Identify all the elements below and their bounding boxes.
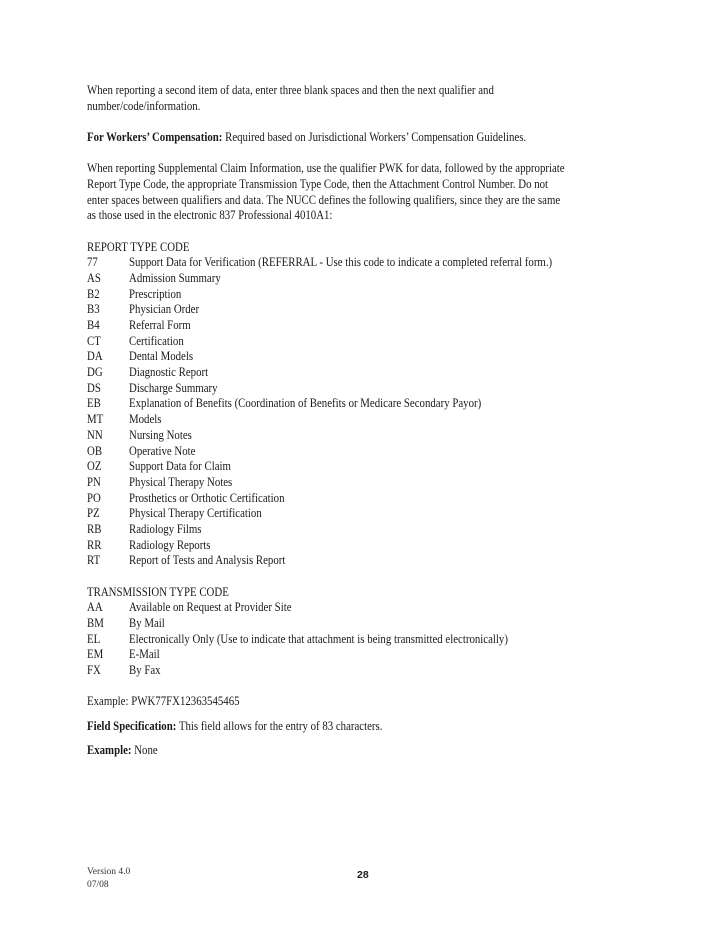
intro-line-1: When reporting a second item of data, enter three blank spaces and then the next qualifier and bbox=[87, 83, 494, 97]
report-type-row bbox=[87, 271, 657, 287]
field-spec-paragraph bbox=[87, 719, 657, 735]
footer-version-block bbox=[87, 866, 130, 892]
report-type-row bbox=[87, 538, 657, 554]
field-spec-label: Field Specification: bbox=[87, 718, 177, 733]
transmission-type-row bbox=[87, 616, 657, 632]
report-type-description: Support Data for Claim bbox=[129, 459, 231, 474]
report-type-heading: REPORT TYPE CODE bbox=[87, 239, 190, 254]
transmission-type-row bbox=[87, 600, 657, 616]
example-none-paragraph bbox=[87, 743, 657, 759]
supplemental-line-3: enter spaces between qualifiers and data. The NUCC defines the following qualifiers, since they are the same bbox=[87, 192, 561, 207]
report-type-code: OB bbox=[87, 443, 103, 458]
footer-version: Version 4.0 bbox=[87, 867, 131, 877]
report-type-description: Operative Note bbox=[129, 443, 196, 458]
report-type-row bbox=[87, 365, 657, 381]
report-type-row bbox=[87, 522, 657, 538]
report-type-code: DG bbox=[87, 365, 103, 380]
transmission-type-code: EM bbox=[87, 647, 104, 662]
workers-comp-text: Required based on Jurisdictional Workers’ Compensation Guidelines. bbox=[222, 129, 527, 144]
transmission-type-description: Available on Request at Provider Site bbox=[129, 600, 292, 615]
report-type-row bbox=[87, 444, 657, 460]
report-type-description: Models bbox=[129, 412, 162, 427]
transmission-type-code: AA bbox=[87, 600, 103, 615]
report-type-description: Dental Models bbox=[129, 349, 194, 364]
supplemental-line-4: as those used in the electronic 837 Professional 4010A1: bbox=[87, 208, 333, 223]
transmission-type-code: EL bbox=[87, 631, 101, 646]
report-type-code: CT bbox=[87, 333, 101, 348]
report-type-description: Nursing Notes bbox=[129, 427, 192, 442]
footer-page-number: 28 bbox=[357, 869, 369, 881]
report-type-description: Support Data for Verification (REFERRAL - Use this code to indicate a completed referral form.) bbox=[129, 255, 553, 270]
report-type-description: Radiology Films bbox=[129, 521, 202, 536]
report-type-description: Explanation of Benefits (Coordination of Benefits or Medicare Secondary Payor) bbox=[129, 396, 482, 411]
transmission-type-description: Electronically Only (Use to indicate that attachment is being transmitted electronically) bbox=[129, 631, 508, 646]
report-type-row bbox=[87, 553, 657, 569]
report-type-code: PZ bbox=[87, 506, 100, 521]
report-type-code: 77 bbox=[87, 255, 98, 270]
example-pwk-paragraph bbox=[87, 694, 657, 710]
document-body bbox=[87, 83, 657, 774]
report-type-code: OZ bbox=[87, 459, 102, 474]
report-type-row bbox=[87, 287, 657, 303]
footer-date: 07/08 bbox=[87, 880, 109, 890]
report-type-code: B2 bbox=[87, 286, 100, 301]
report-type-code: PN bbox=[87, 474, 101, 489]
report-type-code: NN bbox=[87, 427, 103, 442]
report-type-code: RB bbox=[87, 521, 102, 536]
report-type-description: Admission Summary bbox=[129, 270, 221, 285]
report-type-description: Physical Therapy Notes bbox=[129, 474, 233, 489]
report-type-code: RT bbox=[87, 553, 101, 568]
report-type-code: B4 bbox=[87, 318, 100, 333]
report-type-row bbox=[87, 428, 657, 444]
transmission-type-description: E-Mail bbox=[129, 647, 160, 662]
report-type-code: MT bbox=[87, 412, 104, 427]
report-type-description: Prescription bbox=[129, 286, 182, 301]
transmission-type-row bbox=[87, 663, 657, 679]
workers-comp-paragraph bbox=[87, 130, 657, 146]
intro-line-2: number/code/information. bbox=[87, 98, 201, 113]
report-type-code: PO bbox=[87, 490, 101, 505]
report-type-code: DA bbox=[87, 349, 103, 364]
report-type-row bbox=[87, 349, 657, 365]
report-type-row bbox=[87, 412, 657, 428]
transmission-type-row bbox=[87, 647, 657, 663]
field-spec-text: This field allows for the entry of 83 characters. bbox=[176, 718, 383, 733]
report-type-description: Referral Form bbox=[129, 318, 191, 333]
report-type-code: B3 bbox=[87, 302, 100, 317]
supplemental-line-2: Report Type Code, the appropriate Transmission Type Code, then the Attachment Control Number. Do not bbox=[87, 176, 549, 191]
report-type-description: Report of Tests and Analysis Report bbox=[129, 553, 286, 568]
report-type-row bbox=[87, 381, 657, 397]
report-type-row bbox=[87, 255, 657, 271]
transmission-type-heading: TRANSMISSION TYPE CODE bbox=[87, 584, 229, 599]
intro-paragraph bbox=[87, 83, 657, 114]
report-type-description: Certification bbox=[129, 333, 184, 348]
transmission-type-code: FX bbox=[87, 663, 101, 678]
report-type-row bbox=[87, 459, 657, 475]
report-type-row bbox=[87, 506, 657, 522]
report-type-row bbox=[87, 491, 657, 507]
transmission-type-code: BM bbox=[87, 616, 104, 630]
report-type-code: RR bbox=[87, 537, 102, 552]
example-none-text: None bbox=[131, 742, 158, 757]
report-type-row bbox=[87, 334, 657, 350]
report-type-code: AS bbox=[87, 270, 101, 285]
report-type-row bbox=[87, 302, 657, 318]
report-type-row bbox=[87, 475, 657, 491]
transmission-type-description: By Mail bbox=[129, 616, 165, 630]
report-type-description: Discharge Summary bbox=[129, 380, 218, 395]
report-type-description: Prosthetics or Orthotic Certification bbox=[129, 490, 285, 505]
report-type-description: Physical Therapy Certification bbox=[129, 506, 262, 521]
supplemental-line-1: When reporting Supplemental Claim Information, use the qualifier PWK for data, followed by the appropriate bbox=[87, 161, 565, 176]
example-pwk: Example: PWK77FX12363545465 bbox=[87, 694, 240, 709]
transmission-type-row bbox=[87, 632, 657, 648]
report-type-description: Diagnostic Report bbox=[129, 365, 209, 380]
report-type-row bbox=[87, 318, 657, 334]
report-type-row bbox=[87, 396, 657, 412]
supplemental-paragraph bbox=[87, 161, 657, 224]
report-type-code: EB bbox=[87, 396, 101, 411]
report-type-description: Radiology Reports bbox=[129, 537, 211, 552]
transmission-type-code-list bbox=[87, 585, 657, 679]
transmission-type-description: By Fax bbox=[129, 663, 161, 678]
report-type-code-list bbox=[87, 240, 657, 569]
report-type-code: DS bbox=[87, 380, 101, 395]
report-type-description: Physician Order bbox=[129, 302, 200, 317]
example-none-label: Example: bbox=[87, 742, 132, 757]
workers-comp-label: For Workers’ Compensation: bbox=[87, 129, 223, 144]
